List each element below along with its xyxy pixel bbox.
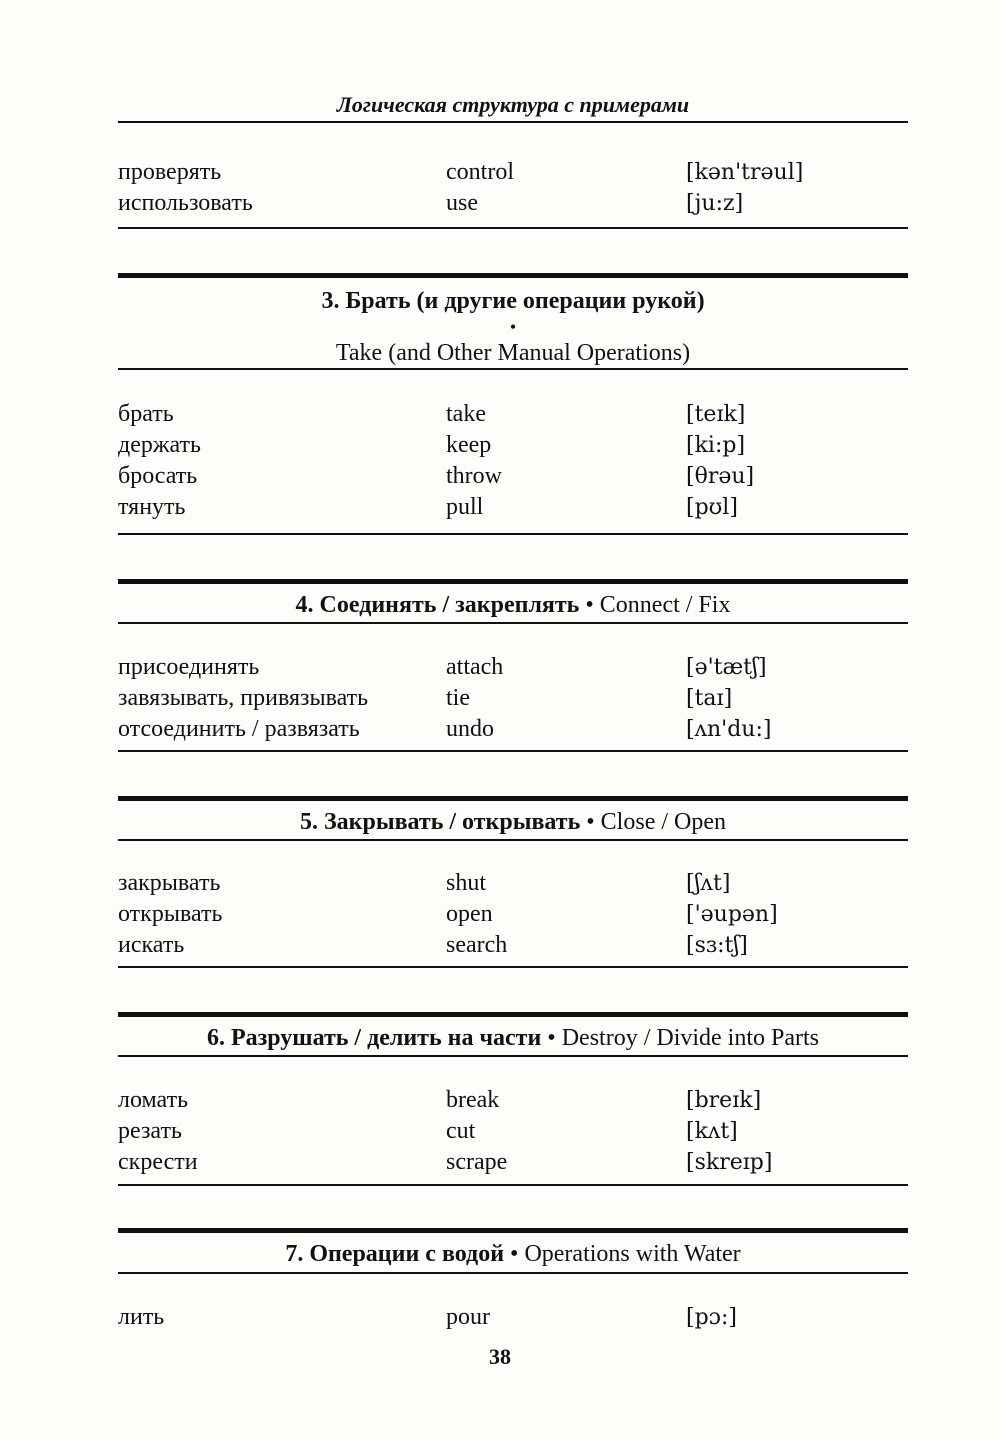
- divider: [118, 121, 908, 123]
- russian-word: проверять: [118, 159, 222, 185]
- english-word: keep: [446, 432, 492, 458]
- table-row: [0, 430, 1000, 461]
- transcription: [ki:p]: [686, 433, 746, 458]
- transcription: [skreɪp]: [686, 1150, 773, 1175]
- table-row: [0, 714, 1000, 745]
- divider: [118, 368, 908, 370]
- transcription: ['əupən]: [686, 902, 778, 927]
- table-row: [0, 399, 1000, 430]
- table-row: [0, 1147, 1000, 1178]
- section-heading: 7. Операции с водой • Operations with Water: [285, 1241, 741, 1267]
- table-row: [0, 652, 1000, 683]
- english-word: search: [446, 932, 508, 958]
- section-heading: 5. Закрывать / открывать • Close / Open: [299, 809, 726, 835]
- english-word: cut: [446, 1118, 476, 1144]
- transcription: [pɔ:]: [686, 1305, 737, 1330]
- divider: [118, 533, 908, 535]
- english-word: throw: [446, 463, 502, 489]
- table-row: [0, 188, 1000, 219]
- transcription: [kən'trəul]: [686, 160, 804, 185]
- section-top-rule: [118, 796, 908, 801]
- english-word: pour: [446, 1304, 490, 1330]
- english-word: shut: [446, 870, 487, 896]
- transcription: [ə'tætʃ]: [686, 655, 767, 680]
- english-word: break: [446, 1087, 500, 1113]
- russian-word: резать: [118, 1118, 182, 1144]
- divider: [118, 966, 908, 968]
- russian-word: бросать: [118, 463, 198, 489]
- section-heading: 6. Разрушать / делить на части • Destroy / Divide into Parts: [206, 1025, 820, 1051]
- transcription: [θrəu]: [686, 464, 755, 489]
- table-row: [0, 157, 1000, 188]
- table-row: [0, 930, 1000, 961]
- russian-word: скрести: [118, 1149, 198, 1175]
- section-top-rule: [118, 1228, 908, 1233]
- transcription: [kʌt]: [686, 1119, 738, 1144]
- table-row: [0, 868, 1000, 899]
- running-head: Логическая структура с примерами: [336, 92, 690, 117]
- russian-word: лить: [118, 1304, 165, 1330]
- table-row: [0, 461, 1000, 492]
- divider: [118, 1184, 908, 1186]
- transcription: [pʊl]: [686, 495, 738, 520]
- english-word: pull: [446, 494, 484, 520]
- table-row: [0, 1302, 1000, 1333]
- section-heading-ru: 3. Брать (и другие операции рукой): [321, 288, 705, 314]
- russian-word: искать: [118, 932, 185, 958]
- table-row: [0, 683, 1000, 714]
- page-number: 38: [489, 1344, 511, 1369]
- russian-word: отсоединить / развязать: [118, 716, 360, 742]
- section-top-rule: [118, 579, 908, 584]
- transcription: [ju:z]: [686, 191, 744, 216]
- transcription: [ʃʌt]: [686, 871, 731, 896]
- english-word: take: [446, 401, 486, 427]
- english-word: open: [446, 901, 493, 927]
- english-word: scrape: [446, 1149, 508, 1175]
- divider: [118, 622, 908, 624]
- russian-word: закрывать: [118, 870, 221, 896]
- bullet-separator: •: [509, 317, 517, 337]
- transcription: [taɪ]: [686, 686, 733, 711]
- transcription: [ʌn'du:]: [686, 717, 772, 742]
- russian-word: держать: [118, 432, 201, 458]
- english-word: use: [446, 190, 478, 216]
- section-heading: 4. Соединять / закреплять • Connect / Fix: [295, 592, 731, 618]
- russian-word: присоединять: [118, 654, 260, 680]
- section-heading-en: Take (and Other Manual Operations): [335, 340, 691, 366]
- transcription: [sɜ:tʃ]: [686, 933, 748, 958]
- english-word: control: [446, 159, 514, 185]
- table-row: [0, 899, 1000, 930]
- divider: [118, 1055, 908, 1057]
- russian-word: тянуть: [118, 494, 186, 520]
- transcription: [breɪk]: [686, 1088, 762, 1113]
- russian-word: открывать: [118, 901, 223, 927]
- section-top-rule: [118, 273, 908, 278]
- divider: [118, 1272, 908, 1274]
- english-word: attach: [446, 654, 504, 680]
- divider: [118, 750, 908, 752]
- transcription: [teɪk]: [686, 402, 746, 427]
- table-row: [0, 492, 1000, 523]
- russian-word: ломать: [118, 1087, 189, 1113]
- russian-word: использовать: [118, 190, 253, 216]
- english-word: tie: [446, 685, 470, 711]
- english-word: undo: [446, 716, 494, 742]
- section-top-rule: [118, 1012, 908, 1017]
- table-row: [0, 1085, 1000, 1116]
- divider: [118, 227, 908, 229]
- divider: [118, 839, 908, 841]
- russian-word: завязывать, привязывать: [118, 685, 369, 711]
- russian-word: брать: [118, 401, 174, 427]
- table-row: [0, 1116, 1000, 1147]
